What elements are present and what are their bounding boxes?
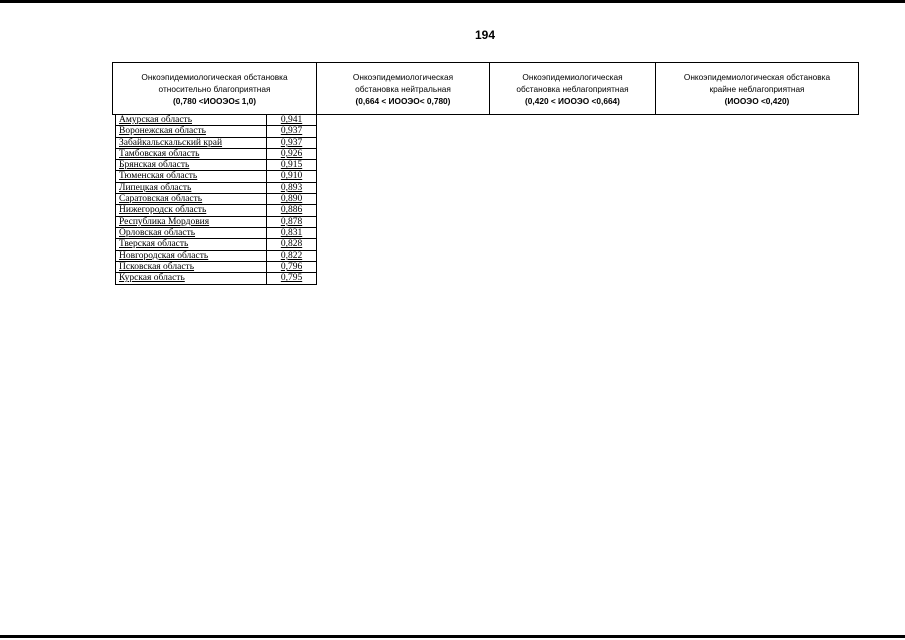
region-name: Новгородская область xyxy=(116,251,267,261)
region-name: Воронежская область xyxy=(116,126,267,136)
header-title: Онкоэпидемиологическая обстановка xyxy=(683,71,831,82)
region-index-value: 0,886 xyxy=(280,205,303,216)
region-index-value: 0,796 xyxy=(280,261,303,272)
header-cell-favorable xyxy=(113,63,317,114)
header-cell-unfavorable xyxy=(490,63,656,114)
table-row xyxy=(116,205,316,216)
bottom-rule xyxy=(0,635,905,638)
region-name: Республика Мордовия xyxy=(116,217,267,227)
header-range: (ИООЭО <0,420) xyxy=(724,95,790,106)
region-index-value: 0,893 xyxy=(280,182,303,193)
region-index-value: 0,926 xyxy=(280,148,303,159)
region-index-value: 0,915 xyxy=(280,160,303,171)
region-index-value: 0,822 xyxy=(280,250,303,261)
table-row xyxy=(116,171,316,182)
region-name: Забайкальскальский край xyxy=(116,138,267,148)
header-cell-neutral xyxy=(317,63,490,114)
region-index-value: 0,890 xyxy=(280,194,303,205)
table-row xyxy=(116,126,316,137)
region-name: Орловская область xyxy=(116,228,267,238)
region-name: Саратовская область xyxy=(116,194,267,204)
table-row xyxy=(116,115,316,126)
region-name: Нижегородск область xyxy=(116,205,267,215)
header-range: (0,420 < ИООЭО <0,664) xyxy=(525,95,620,106)
header-title: Онкоэпидемиологическая xyxy=(522,71,623,82)
region-index-value: 0,910 xyxy=(280,171,303,182)
page-number: 194 xyxy=(474,28,496,42)
region-index-value: 0,831 xyxy=(280,227,303,238)
region-name: Тюменская область xyxy=(116,171,267,181)
table-row xyxy=(116,273,316,284)
top-rule xyxy=(0,0,905,3)
header-subtitle: обстановка нейтральная xyxy=(355,83,451,94)
table-row xyxy=(116,217,316,228)
region-name: Курская область xyxy=(116,273,267,284)
region-name: Тамбовская область xyxy=(116,149,267,159)
table-row xyxy=(116,149,316,160)
table-row xyxy=(116,239,316,250)
region-index-value: 0,828 xyxy=(280,239,303,250)
region-index-value: 0,937 xyxy=(280,126,303,137)
header-subtitle: крайне неблагоприятная xyxy=(709,83,805,94)
table-row xyxy=(116,138,316,149)
region-index-value: 0,941 xyxy=(280,115,303,125)
header-subtitle: относительно благоприятная xyxy=(158,83,271,94)
region-name: Липецкая область xyxy=(116,183,267,193)
table-row xyxy=(116,251,316,262)
table-row xyxy=(116,183,316,194)
header-range: (0,780 <ИООЭО≤ 1,0) xyxy=(172,95,257,106)
header-title: Онкоэпидемиологическая xyxy=(352,71,454,82)
region-index-value: 0,795 xyxy=(280,273,303,284)
header-cell-extremely-unfavorable xyxy=(656,63,858,114)
region-index-value: 0,878 xyxy=(280,216,303,227)
region-name: Псковская область xyxy=(116,262,267,272)
header-range: (0,664 < ИООЭО< 0,780) xyxy=(355,95,451,106)
table-row xyxy=(116,160,316,171)
table-row xyxy=(116,262,316,273)
table-row xyxy=(116,228,316,239)
region-name: Тверская область xyxy=(116,239,267,249)
region-index-value: 0,937 xyxy=(280,137,303,148)
header-title: Онкоэпидемиологическая обстановка xyxy=(141,71,288,82)
regions-table xyxy=(115,115,317,285)
table-row xyxy=(116,194,316,205)
header-subtitle: обстановка неблагоприятная xyxy=(516,83,629,94)
region-name: Брянская область xyxy=(116,160,267,170)
region-name: Амурская область xyxy=(116,115,267,125)
category-header-table xyxy=(112,62,859,115)
